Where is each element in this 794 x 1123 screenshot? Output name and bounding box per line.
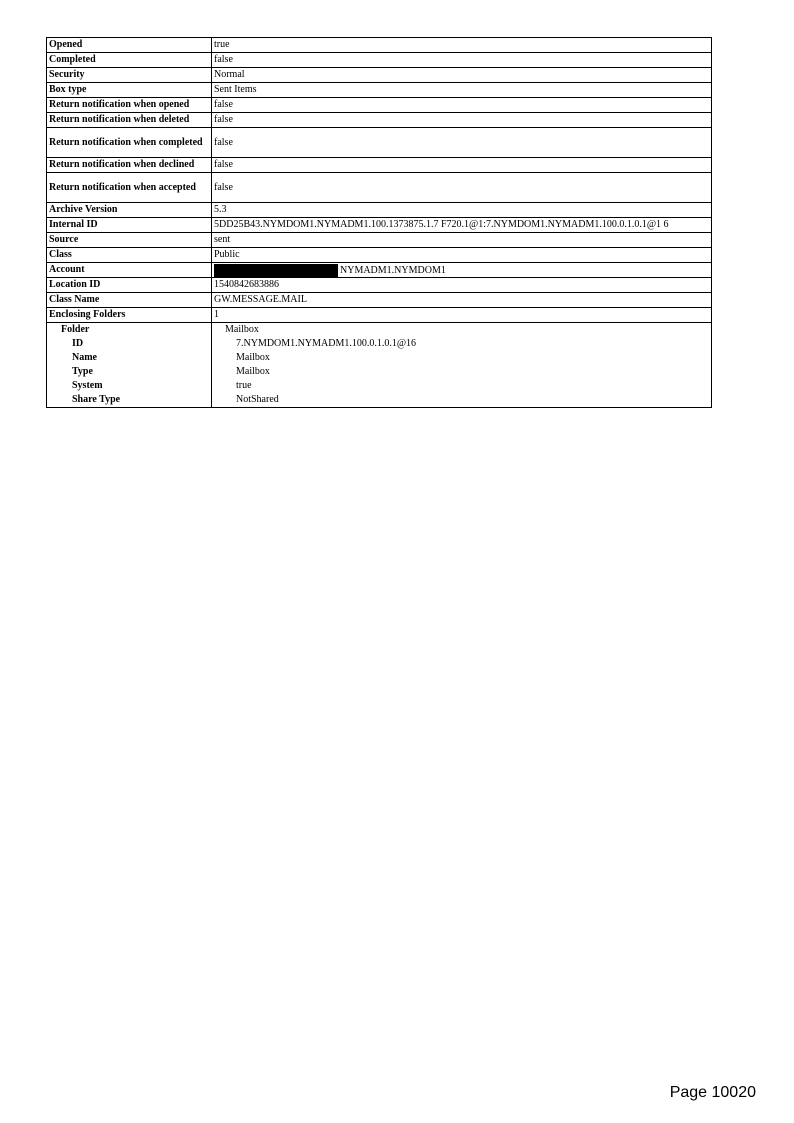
property-value: Public xyxy=(212,248,712,263)
table-row xyxy=(47,365,712,379)
table-row xyxy=(47,113,712,128)
table-row xyxy=(47,278,712,293)
table-row xyxy=(47,379,712,393)
property-name: Location ID xyxy=(47,278,212,293)
property-value: false xyxy=(212,113,712,128)
property-value: true xyxy=(212,379,712,393)
account-value: NYMADM1.NYMDOM1 xyxy=(340,264,446,276)
table-row xyxy=(47,38,712,53)
property-value: 1 xyxy=(212,308,712,323)
table-row xyxy=(47,263,712,278)
property-value: false xyxy=(212,173,712,203)
property-name: Share Type xyxy=(47,393,212,408)
property-name: Opened xyxy=(47,38,212,53)
property-value: false xyxy=(212,53,712,68)
property-value: 7.NYMDOM1.NYMADM1.100.0.1.0.1@16 xyxy=(212,337,712,351)
property-value: false xyxy=(212,158,712,173)
property-name: Account xyxy=(47,263,212,278)
property-name: Return notification when opened xyxy=(47,98,212,113)
property-name: Enclosing Folders xyxy=(47,308,212,323)
property-name: Return notification when accepted xyxy=(47,173,212,203)
table-row xyxy=(47,98,712,113)
property-value: GW.MESSAGE.MAIL xyxy=(212,293,712,308)
property-value: Sent Items xyxy=(212,83,712,98)
redaction-block xyxy=(214,264,338,277)
property-value: 1540842683886 xyxy=(212,278,712,293)
page-number: Page 10020 xyxy=(669,1084,756,1101)
property-value: NotShared xyxy=(212,393,712,408)
property-name: Source xyxy=(47,233,212,248)
table-row xyxy=(47,351,712,365)
property-value: 5.3 xyxy=(212,203,712,218)
property-value: Mailbox xyxy=(212,365,712,379)
property-value: 5DD25B43.NYMDOM1.NYMADM1.100.1373875.1.7 F720.1@1:7.NYMDOM1.NYMADM1.100.0.1.0.1@1 6 xyxy=(212,218,712,233)
property-value: Mailbox xyxy=(212,351,712,365)
table-row xyxy=(47,158,712,173)
table-row xyxy=(47,203,712,218)
property-value: true xyxy=(212,38,712,53)
table-row xyxy=(47,68,712,83)
property-name: Type xyxy=(47,365,212,379)
property-name: Name xyxy=(47,351,212,365)
table-row xyxy=(47,173,712,203)
property-name: System xyxy=(47,379,212,393)
table-row xyxy=(47,308,712,323)
table-row xyxy=(47,393,712,408)
table-row xyxy=(47,218,712,233)
property-name: Class Name xyxy=(47,293,212,308)
table-row xyxy=(47,323,712,338)
table-row xyxy=(47,248,712,263)
table-row xyxy=(47,233,712,248)
table-row xyxy=(47,337,712,351)
property-value: sent xyxy=(212,233,712,248)
property-value: Normal xyxy=(212,68,712,83)
property-name: Internal ID xyxy=(47,218,212,233)
property-name: Archive Version xyxy=(47,203,212,218)
table-row xyxy=(47,53,712,68)
property-value-account xyxy=(212,263,712,278)
table-row xyxy=(47,128,712,158)
property-name: ID xyxy=(47,337,212,351)
property-name: Box type xyxy=(47,83,212,98)
property-value: false xyxy=(212,128,712,158)
property-name: Folder xyxy=(47,323,212,338)
property-name: Return notification when declined xyxy=(47,158,212,173)
properties-table xyxy=(46,37,712,408)
property-value: Mailbox xyxy=(212,323,712,338)
table-row xyxy=(47,83,712,98)
property-name: Security xyxy=(47,68,212,83)
table-row xyxy=(47,293,712,308)
property-name: Completed xyxy=(47,53,212,68)
property-value: false xyxy=(212,98,712,113)
property-name: Class xyxy=(47,248,212,263)
property-name: Return notification when completed xyxy=(47,128,212,158)
property-name: Return notification when deleted xyxy=(47,113,212,128)
